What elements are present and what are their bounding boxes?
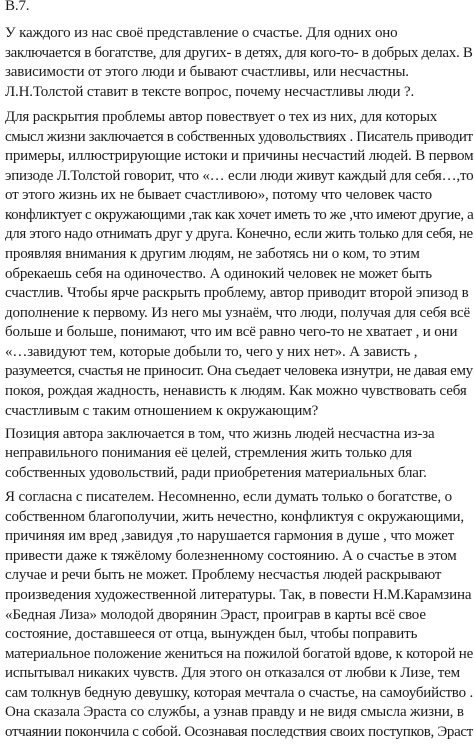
text-line: неправильного понимания её целей, стремления жить только для	[5, 445, 412, 462]
text-line: собственных удовольствий, ради приобретения материальных благ.	[5, 464, 427, 481]
text-line: счастливым с таким отношением к окружающим?	[5, 402, 319, 419]
text-line: больше и больше, понимают, что им всё равно чего-то не хватает , и они	[5, 324, 458, 341]
text-line: сам толкнув бедную девушку, которая мечтала о счастье, на самоубийство .	[5, 684, 474, 701]
text-line: покоя, рождая жадность, ненависть к людям. Как можно чувствовать себя	[5, 382, 467, 399]
text-line: привести даже к тяжёлому болезненному состоянию. А о счастье в этом	[5, 547, 457, 564]
text-line: Она сказала Эраста со службы, а узнав правду и не видя смысла жизни, в	[5, 704, 464, 721]
text-line: отчаянии покончила с собой. Осознавая последствия своих поступков, Эраст	[5, 724, 473, 740]
text-line: эпизоде Л.Толстой говорит, что «… если люди живут каждый для себя…,то	[5, 167, 474, 184]
text-line: смысл жизни заключается в собственных удовольствиях . Писатель приводит	[5, 128, 473, 145]
text-line: примеры, иллюстрирующие истоки и причины несчастий людей. В первом	[5, 148, 474, 165]
text-line: испытывал никаких чувств. Для этого он отказался от любви к Лизе, тем	[5, 665, 461, 682]
document-heading: В.7.	[5, 0, 30, 15]
text-line: зависимости от этого люди и бывают счастливы, или несчастны.	[5, 64, 409, 81]
text-line: «…завидуют тем, которые добыли то, чего у них нет». А зависть ,	[5, 343, 418, 360]
text-line: разумеется, счастья не приносит. Она съедает человека изнутри, не давая ему	[5, 363, 473, 380]
text-line: состояние, доставшееся от отца, вынужден был, чтобы поправить	[5, 626, 418, 643]
text-line: произведения художественной литературы. Так, в повести Н.М.Карамзина	[5, 587, 472, 604]
text-line: обрекаешь себя на одиночество. А одинокий человек не может быть	[5, 265, 432, 282]
text-line: материальное положение жениться на пожилой богатой вдове, к которой не	[5, 645, 474, 662]
text-line: причиняя им вред ,завидуя ,то нарушается гармония в душе , что может	[5, 528, 455, 545]
text-line: собственном благополучии, жить нечестно, конфликтуя с окружающими,	[5, 508, 465, 525]
text-line: счастлив. Чтобы ярче раскрыть проблему, автор приводит второй эпизод в	[5, 285, 469, 302]
text-line: «Бедная Лиза» молодой дворянин Эраст, проиграв в карты всё свое	[5, 606, 426, 623]
text-line: для этого надо отнимать друг у друга. Конечно, если жить только для себя, не	[5, 226, 473, 243]
text-line: Для раскрытия проблемы автор повествует о тех из них, для которых	[5, 109, 438, 126]
text-line: Я согласна с писателем. Несомненно, если думать только о богатстве, о	[5, 489, 452, 506]
text-line: Л.Н.Толстой ставит в тексте вопрос, почему несчастливы люди ?.	[5, 83, 415, 100]
text-line: конфликтует с окружающими ,так как хочет иметь то же ,что имеют другие, а	[5, 206, 474, 223]
text-line: случае и речи быть не может. Проблему несчастья людей раскрывают	[5, 567, 442, 584]
text-line: Позиция автора заключается в том, что жизнь людей несчастна из-за	[5, 425, 435, 442]
text-line: дополнение к первому. Из него мы узнаём, что люди, получая для себя всё	[5, 304, 471, 321]
text-line: от этого жизнь их не бывает счастливою», потому что человек часто	[5, 187, 433, 204]
text-line: У каждого из нас своё представление о счастье. Для одних оно	[5, 25, 398, 42]
text-line: заключается в богатстве, для других- в детях, для кого-то- в добрых делах. В	[5, 44, 473, 61]
text-line: проявляя внимания к другим людям, не заботясь ни о ком, то этим	[5, 246, 420, 263]
